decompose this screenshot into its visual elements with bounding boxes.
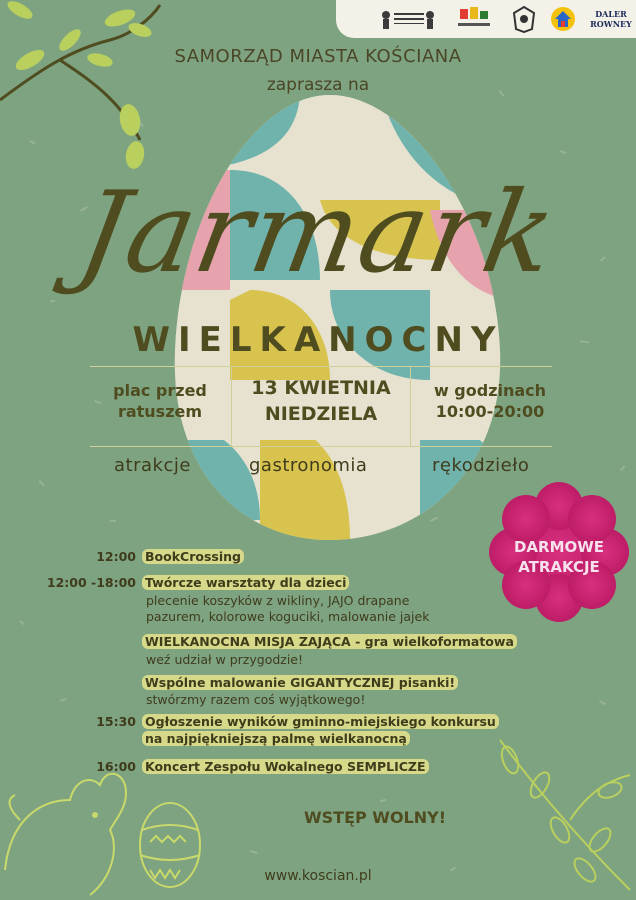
- free-attractions-badge: [484, 537, 634, 577]
- website-link[interactable]: www.koscian.pl: [264, 868, 372, 884]
- program-time-5: 15:30: [96, 714, 136, 729]
- partner-logo-5-line2: ROWNEY: [590, 19, 632, 29]
- badge-line2: ATRAKCJE: [518, 558, 600, 576]
- free-entry-text: WSTĘP WOLNY!: [303, 808, 447, 827]
- event-date: [231, 367, 411, 447]
- event-place-line1: plac przed: [113, 381, 207, 400]
- program-title-1-text: BookCrossing: [142, 549, 244, 564]
- program-time-1: 12:00: [96, 549, 136, 564]
- category-attractions: atrakcje: [114, 455, 191, 476]
- event-hours-line2: 10:00-20:00: [435, 402, 545, 421]
- badge-line1: DARMOWE: [513, 538, 605, 556]
- program-title-2: [142, 575, 349, 590]
- program-title-5-text: Ogłoszenie wyników gminno-miejskiego konkursu: [142, 714, 499, 729]
- event-date-line2: NIEDZIELA: [264, 403, 378, 425]
- event-title-script: Jarmark: [69, 168, 567, 298]
- program-title-5-line2: [142, 731, 410, 746]
- program-title-1: [142, 549, 244, 564]
- program-title-5-line2-text: na najpiękniejszą palmę wielkanocną: [142, 731, 410, 746]
- program-desc-4-line1: stwórzmy razem coś wyjątkowego!: [146, 692, 366, 707]
- program-desc-2-line1: plecenie koszyków z wikliny, JAJO drapane: [146, 593, 410, 608]
- invite-text: zaprasza na: [266, 75, 370, 95]
- partner-logo-5-line1: DALER: [595, 9, 627, 19]
- program-title-3-text: WIELKANOCNA MISJA ZAJĄCA - gra wielkoformatowa: [142, 634, 517, 649]
- program-title-4-text: Wspólne malowanie GIGANTYCZNEJ pisanki!: [142, 675, 458, 690]
- program-desc-2-line2: pazurem, kolorowe koguciki, malowanie jajek: [146, 609, 430, 624]
- program-title-5: [142, 714, 499, 729]
- event-subtitle: WIELKANOCNY: [132, 320, 504, 360]
- event-place: [90, 380, 230, 422]
- program-time-6: 16:00: [96, 759, 136, 774]
- event-place-line2: ratuszem: [117, 402, 203, 421]
- event-hours-line1: w godzinach: [433, 381, 547, 400]
- program-title-6-text: Koncert Zespołu Wokalnego SEMPLICZE: [142, 759, 429, 774]
- organizer-text: SAMORZĄD MIASTA KOŚCIANA: [174, 46, 462, 67]
- event-hours: [415, 380, 565, 422]
- program-title-3: [142, 634, 517, 649]
- category-gastronomy: gastronomia: [249, 455, 368, 476]
- program-title-4: [142, 675, 458, 690]
- event-date-line1: 13 KWIETNIA: [251, 377, 391, 399]
- program-title-2-text: Twórcze warsztaty dla dzieci: [142, 575, 349, 590]
- program-title-6: [142, 759, 429, 774]
- category-handicraft: rękodzieło: [432, 455, 530, 476]
- program-desc-3-line1: weź udział w przygodzie!: [146, 652, 304, 667]
- program-time-2: 12:00 -18:00: [46, 575, 136, 590]
